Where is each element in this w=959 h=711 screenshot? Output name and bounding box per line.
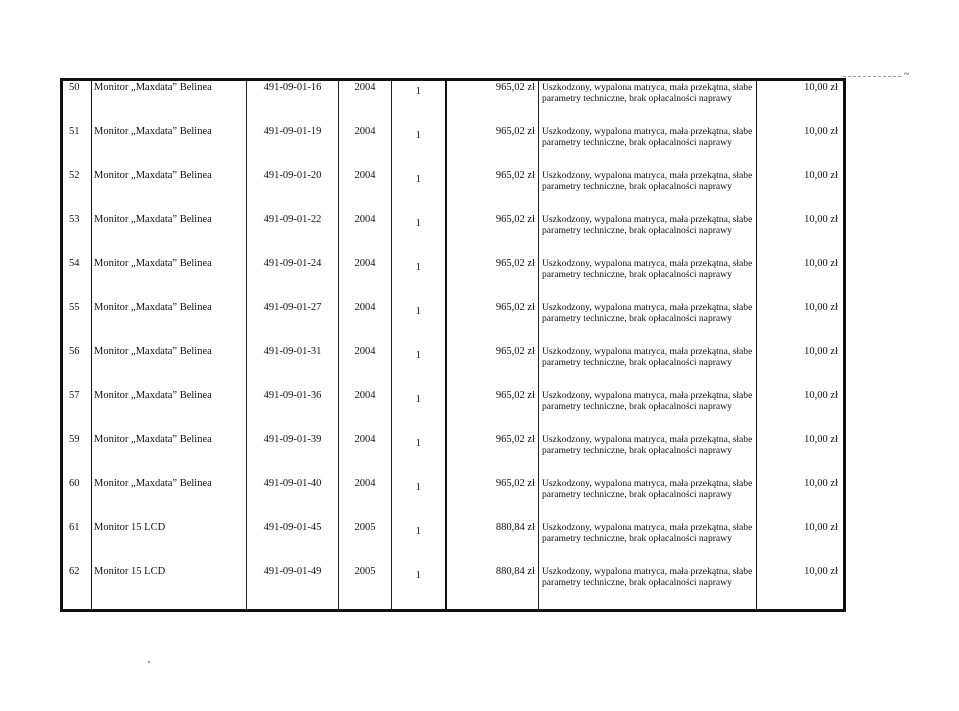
quantity: 1	[392, 477, 446, 521]
initial-value: 965,02 zł	[446, 345, 539, 389]
item-name: Monitor „Maxdata” Belinea	[92, 433, 247, 477]
inventory-number: 491-09-01-27	[247, 301, 339, 345]
initial-value: 880,84 zł	[446, 565, 539, 611]
condition-description: Uszkodzony, wypalona matryca, mała przekątna, słabe parametry techniczne, brak opłacalności naprawy	[539, 389, 757, 433]
row-number: 50	[62, 80, 92, 126]
inventory-number: 491-09-01-22	[247, 213, 339, 257]
initial-value: 965,02 zł	[446, 301, 539, 345]
table-row	[62, 565, 845, 611]
acquisition-year: 2004	[339, 433, 392, 477]
table-row	[62, 257, 845, 301]
acquisition-year: 2004	[339, 257, 392, 301]
item-name: Monitor „Maxdata” Belinea	[92, 213, 247, 257]
acquisition-year: 2004	[339, 80, 392, 126]
acquisition-year: 2004	[339, 389, 392, 433]
condition-description: Uszkodzony, wypalona matryca, mała przekątna, słabe parametry techniczne, brak opłacalności naprawy	[539, 169, 757, 213]
quantity: 1	[392, 389, 446, 433]
row-number: 53	[62, 213, 92, 257]
quantity: 1	[392, 80, 446, 126]
table-row	[62, 169, 845, 213]
condition-description: Uszkodzony, wypalona matryca, mała przekątna, słabe parametry techniczne, brak opłacalności naprawy	[539, 521, 757, 565]
inventory-number: 491-09-01-31	[247, 345, 339, 389]
inventory-table	[60, 78, 846, 612]
estimated-price: 10,00 zł	[757, 477, 845, 521]
row-number: 54	[62, 257, 92, 301]
scan-artifact-mark: ~	[904, 69, 910, 80]
estimated-price: 10,00 zł	[757, 80, 845, 126]
table-row	[62, 433, 845, 477]
inventory-number: 491-09-01-16	[247, 80, 339, 126]
item-name: Monitor „Maxdata” Belinea	[92, 257, 247, 301]
acquisition-year: 2004	[339, 125, 392, 169]
item-name: Monitor „Maxdata” Belinea	[92, 301, 247, 345]
item-name: Monitor „Maxdata” Belinea	[92, 125, 247, 169]
table-row	[62, 80, 845, 126]
table-row	[62, 301, 845, 345]
estimated-price: 10,00 zł	[757, 521, 845, 565]
estimated-price: 10,00 zł	[757, 169, 845, 213]
estimated-price: 10,00 zł	[757, 301, 845, 345]
acquisition-year: 2004	[339, 477, 392, 521]
item-name: Monitor „Maxdata” Belinea	[92, 477, 247, 521]
quantity: 1	[392, 213, 446, 257]
row-number: 51	[62, 125, 92, 169]
estimated-price: 10,00 zł	[757, 433, 845, 477]
item-name: Monitor „Maxdata” Belinea	[92, 345, 247, 389]
condition-description: Uszkodzony, wypalona matryca, mała przekątna, słabe parametry techniczne, brak opłacalności naprawy	[539, 565, 757, 611]
condition-description: Uszkodzony, wypalona matryca, mała przekątna, słabe parametry techniczne, brak opłacalności naprawy	[539, 257, 757, 301]
row-number: 56	[62, 345, 92, 389]
inventory-number: 491-09-01-40	[247, 477, 339, 521]
inventory-number: 491-09-01-39	[247, 433, 339, 477]
condition-description: Uszkodzony, wypalona matryca, mała przekątna, słabe parametry techniczne, brak opłacalności naprawy	[539, 477, 757, 521]
inventory-number: 491-09-01-20	[247, 169, 339, 213]
quantity: 1	[392, 565, 446, 611]
acquisition-year: 2004	[339, 345, 392, 389]
condition-description: Uszkodzony, wypalona matryca, mała przekątna, słabe parametry techniczne, brak opłacalności naprawy	[539, 213, 757, 257]
estimated-price: 10,00 zł	[757, 565, 845, 611]
quantity: 1	[392, 125, 446, 169]
estimated-price: 10,00 zł	[757, 125, 845, 169]
row-number: 57	[62, 389, 92, 433]
table-row	[62, 345, 845, 389]
initial-value: 965,02 zł	[446, 257, 539, 301]
table-row	[62, 213, 845, 257]
item-name: Monitor „Maxdata” Belinea	[92, 389, 247, 433]
condition-description: Uszkodzony, wypalona matryca, mała przekątna, słabe parametry techniczne, brak opłacalności naprawy	[539, 345, 757, 389]
item-name: Monitor „Maxdata” Belinea	[92, 169, 247, 213]
condition-description: Uszkodzony, wypalona matryca, mała przekątna, słabe parametry techniczne, brak opłacalności naprawy	[539, 301, 757, 345]
inventory-number: 491-09-01-19	[247, 125, 339, 169]
quantity: 1	[392, 257, 446, 301]
initial-value: 965,02 zł	[446, 433, 539, 477]
table-row	[62, 125, 845, 169]
table-row	[62, 477, 845, 521]
item-name: Monitor „Maxdata” Belinea	[92, 80, 247, 126]
condition-description: Uszkodzony, wypalona matryca, mała przekątna, słabe parametry techniczne, brak opłacalności naprawy	[539, 433, 757, 477]
item-name: Monitor 15 LCD	[92, 521, 247, 565]
acquisition-year: 2005	[339, 521, 392, 565]
row-number: 62	[62, 565, 92, 611]
row-number: 52	[62, 169, 92, 213]
quantity: 1	[392, 433, 446, 477]
scan-artifact-dash	[843, 76, 901, 77]
inventory-number: 491-09-01-24	[247, 257, 339, 301]
initial-value: 965,02 zł	[446, 213, 539, 257]
row-number: 60	[62, 477, 92, 521]
item-name: Monitor 15 LCD	[92, 565, 247, 611]
row-number: 55	[62, 301, 92, 345]
acquisition-year: 2004	[339, 213, 392, 257]
acquisition-year: 2005	[339, 565, 392, 611]
condition-description: Uszkodzony, wypalona matryca, mała przekątna, słabe parametry techniczne, brak opłacalności naprawy	[539, 125, 757, 169]
quantity: 1	[392, 169, 446, 213]
acquisition-year: 2004	[339, 301, 392, 345]
quantity: 1	[392, 301, 446, 345]
quantity: 1	[392, 345, 446, 389]
initial-value: 965,02 zł	[446, 169, 539, 213]
table-row	[62, 389, 845, 433]
scan-artifact-dot	[148, 661, 150, 663]
estimated-price: 10,00 zł	[757, 257, 845, 301]
row-number: 59	[62, 433, 92, 477]
condition-description: Uszkodzony, wypalona matryca, mała przekątna, słabe parametry techniczne, brak opłacalności naprawy	[539, 80, 757, 126]
estimated-price: 10,00 zł	[757, 213, 845, 257]
estimated-price: 10,00 zł	[757, 345, 845, 389]
inventory-table-body	[62, 80, 845, 611]
inventory-number: 491-09-01-49	[247, 565, 339, 611]
inventory-number: 491-09-01-36	[247, 389, 339, 433]
row-number: 61	[62, 521, 92, 565]
acquisition-year: 2004	[339, 169, 392, 213]
initial-value: 965,02 zł	[446, 477, 539, 521]
inventory-number: 491-09-01-45	[247, 521, 339, 565]
quantity: 1	[392, 521, 446, 565]
initial-value: 965,02 zł	[446, 80, 539, 126]
estimated-price: 10,00 zł	[757, 389, 845, 433]
initial-value: 965,02 zł	[446, 125, 539, 169]
initial-value: 880,84 zł	[446, 521, 539, 565]
table-row	[62, 521, 845, 565]
initial-value: 965,02 zł	[446, 389, 539, 433]
